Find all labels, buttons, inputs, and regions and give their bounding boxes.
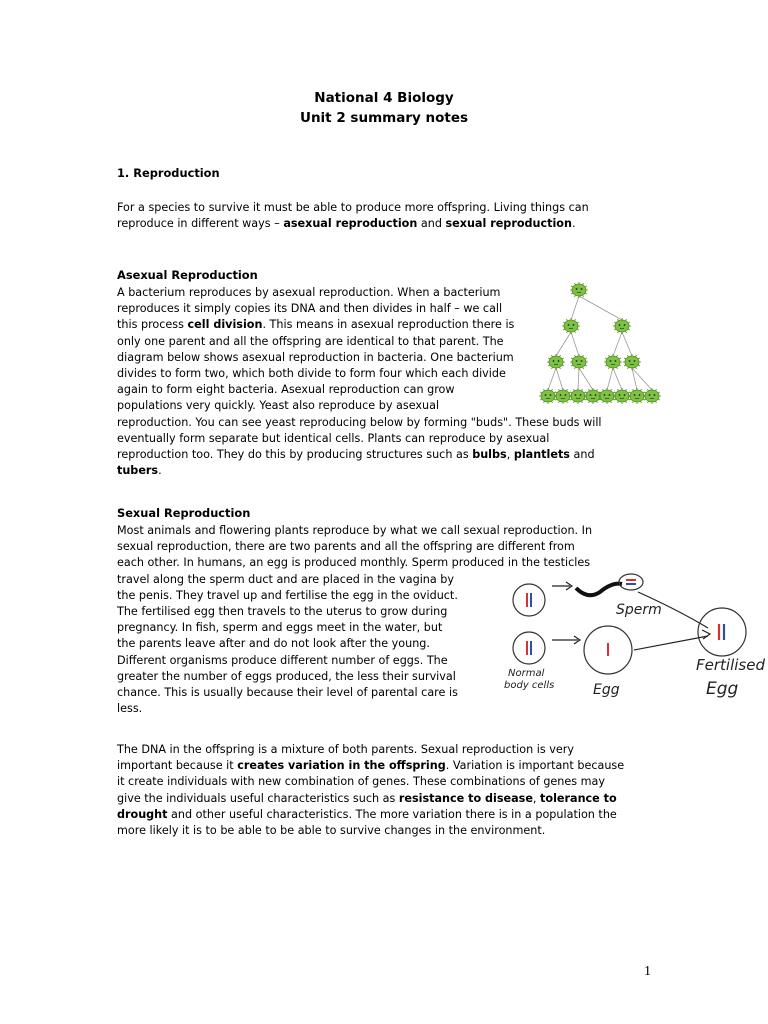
intro-paragraph: For a species to survive it must be able to produce more offspring. Living things can reproduce in different ways – asexual reproduction and sexual reproduction.: [117, 201, 589, 231]
sexual-paragraph: Most animals and flowering plants reproduce by what we call sexual reproduction. In sexual reproduction, there are two parents and all the offspring are different from each other. In humans, an egg is produced monthly. Sperm produced in the testicles travel along the sperm duct and are placed in the vagina by the penis. They travel up and fertilise the egg in the oviduct. The fertilised egg then travels to the uterus to grow during pregnancy. In fish, sperm and eggs meet in the water, but the parents leave after and do not look after the young. Different organisms produce different number of eggs. The greater the number of eggs produced, the less their survival chance. This is usually because their level of parental care is less.: [117, 524, 593, 716]
bacterium-icon: [562, 318, 580, 334]
bacterium-icon: [570, 282, 588, 298]
page-title: National 4 Biology: [314, 90, 454, 106]
sexual-heading: Sexual Reproduction: [117, 506, 251, 520]
bacterium-icon: [623, 354, 641, 370]
fertilisation-diagram: [500, 570, 768, 710]
dna-paragraph: The DNA in the offspring is a mixture of both parents. Sexual reproduction is very important because it creates variation in the offspring. Variation is important because it create individuals with new combination of genes. These combinations of genes may give the individuals useful characteristics such as resistance to disease, tolerance to drought and other useful characteristics. The more variation there is in a population the more likely it is to be able to be able to survive changes in the environment.: [117, 743, 625, 838]
label-normal: Normal: [508, 668, 545, 679]
division-line: [613, 332, 622, 356]
bacterium-icon: [613, 318, 631, 334]
label-fertilised-egg: Egg: [706, 679, 739, 699]
page-number: 1: [644, 964, 651, 979]
division-line: [556, 368, 563, 390]
division-line: [622, 332, 632, 356]
bacterium-icon: [570, 354, 588, 370]
bacterium-icon: [547, 354, 565, 370]
division-line: [632, 368, 652, 390]
label-body-cells: body cells: [504, 680, 555, 691]
asexual-heading: Asexual Reproduction: [117, 268, 258, 282]
division-line: [556, 332, 571, 356]
page-subtitle: Unit 2 summary notes: [299, 110, 469, 126]
division-line: [607, 368, 613, 390]
label-fertilised: Fertilised: [696, 656, 765, 674]
section-heading-reproduction: 1. Reproduction: [117, 166, 220, 180]
division-line: [578, 368, 579, 390]
division-line: [579, 368, 593, 390]
division-line: [548, 368, 556, 390]
arrow-icon: [634, 592, 710, 650]
label-sperm: Sperm: [616, 602, 662, 618]
arrow-icon: [552, 582, 572, 590]
bacterium-icon: [643, 388, 661, 404]
division-line: [613, 368, 622, 390]
body-cell-top: [513, 584, 545, 616]
asexual-paragraph: A bacterium reproduces by asexual reproduction. When a bacterium reproduces it simply copies its DNA and then divides in half – we call this process cell division. This means in asexual reproduction there is only one parent and all the offspring are identical to that parent. The diagram below shows asexual reproduction in bacteria. One bacterium divides to form two, which both divide to form four which each divide again to form eight bacteria. Asexual reproduction can grow populations very quickly. Yeast also reproduce by asexual reproduction. You can see yeast reproducing below by forming "buds". These buds will eventually form separate but identical cells. Plants can reproduce by asexual reproduction too. They do this by producing structures such as bulbs, plantlets and tubers.: [117, 286, 602, 478]
bacterium-icon: [604, 354, 622, 370]
body-cell-bottom: [513, 632, 545, 664]
label-egg: Egg: [593, 682, 620, 698]
bacteria-division-diagram: [545, 278, 655, 408]
division-line: [571, 296, 579, 320]
sperm-icon: [576, 574, 643, 595]
arrow-icon: [552, 636, 580, 644]
division-line: [579, 296, 622, 320]
division-line: [571, 332, 579, 356]
egg-cell: [584, 626, 632, 674]
